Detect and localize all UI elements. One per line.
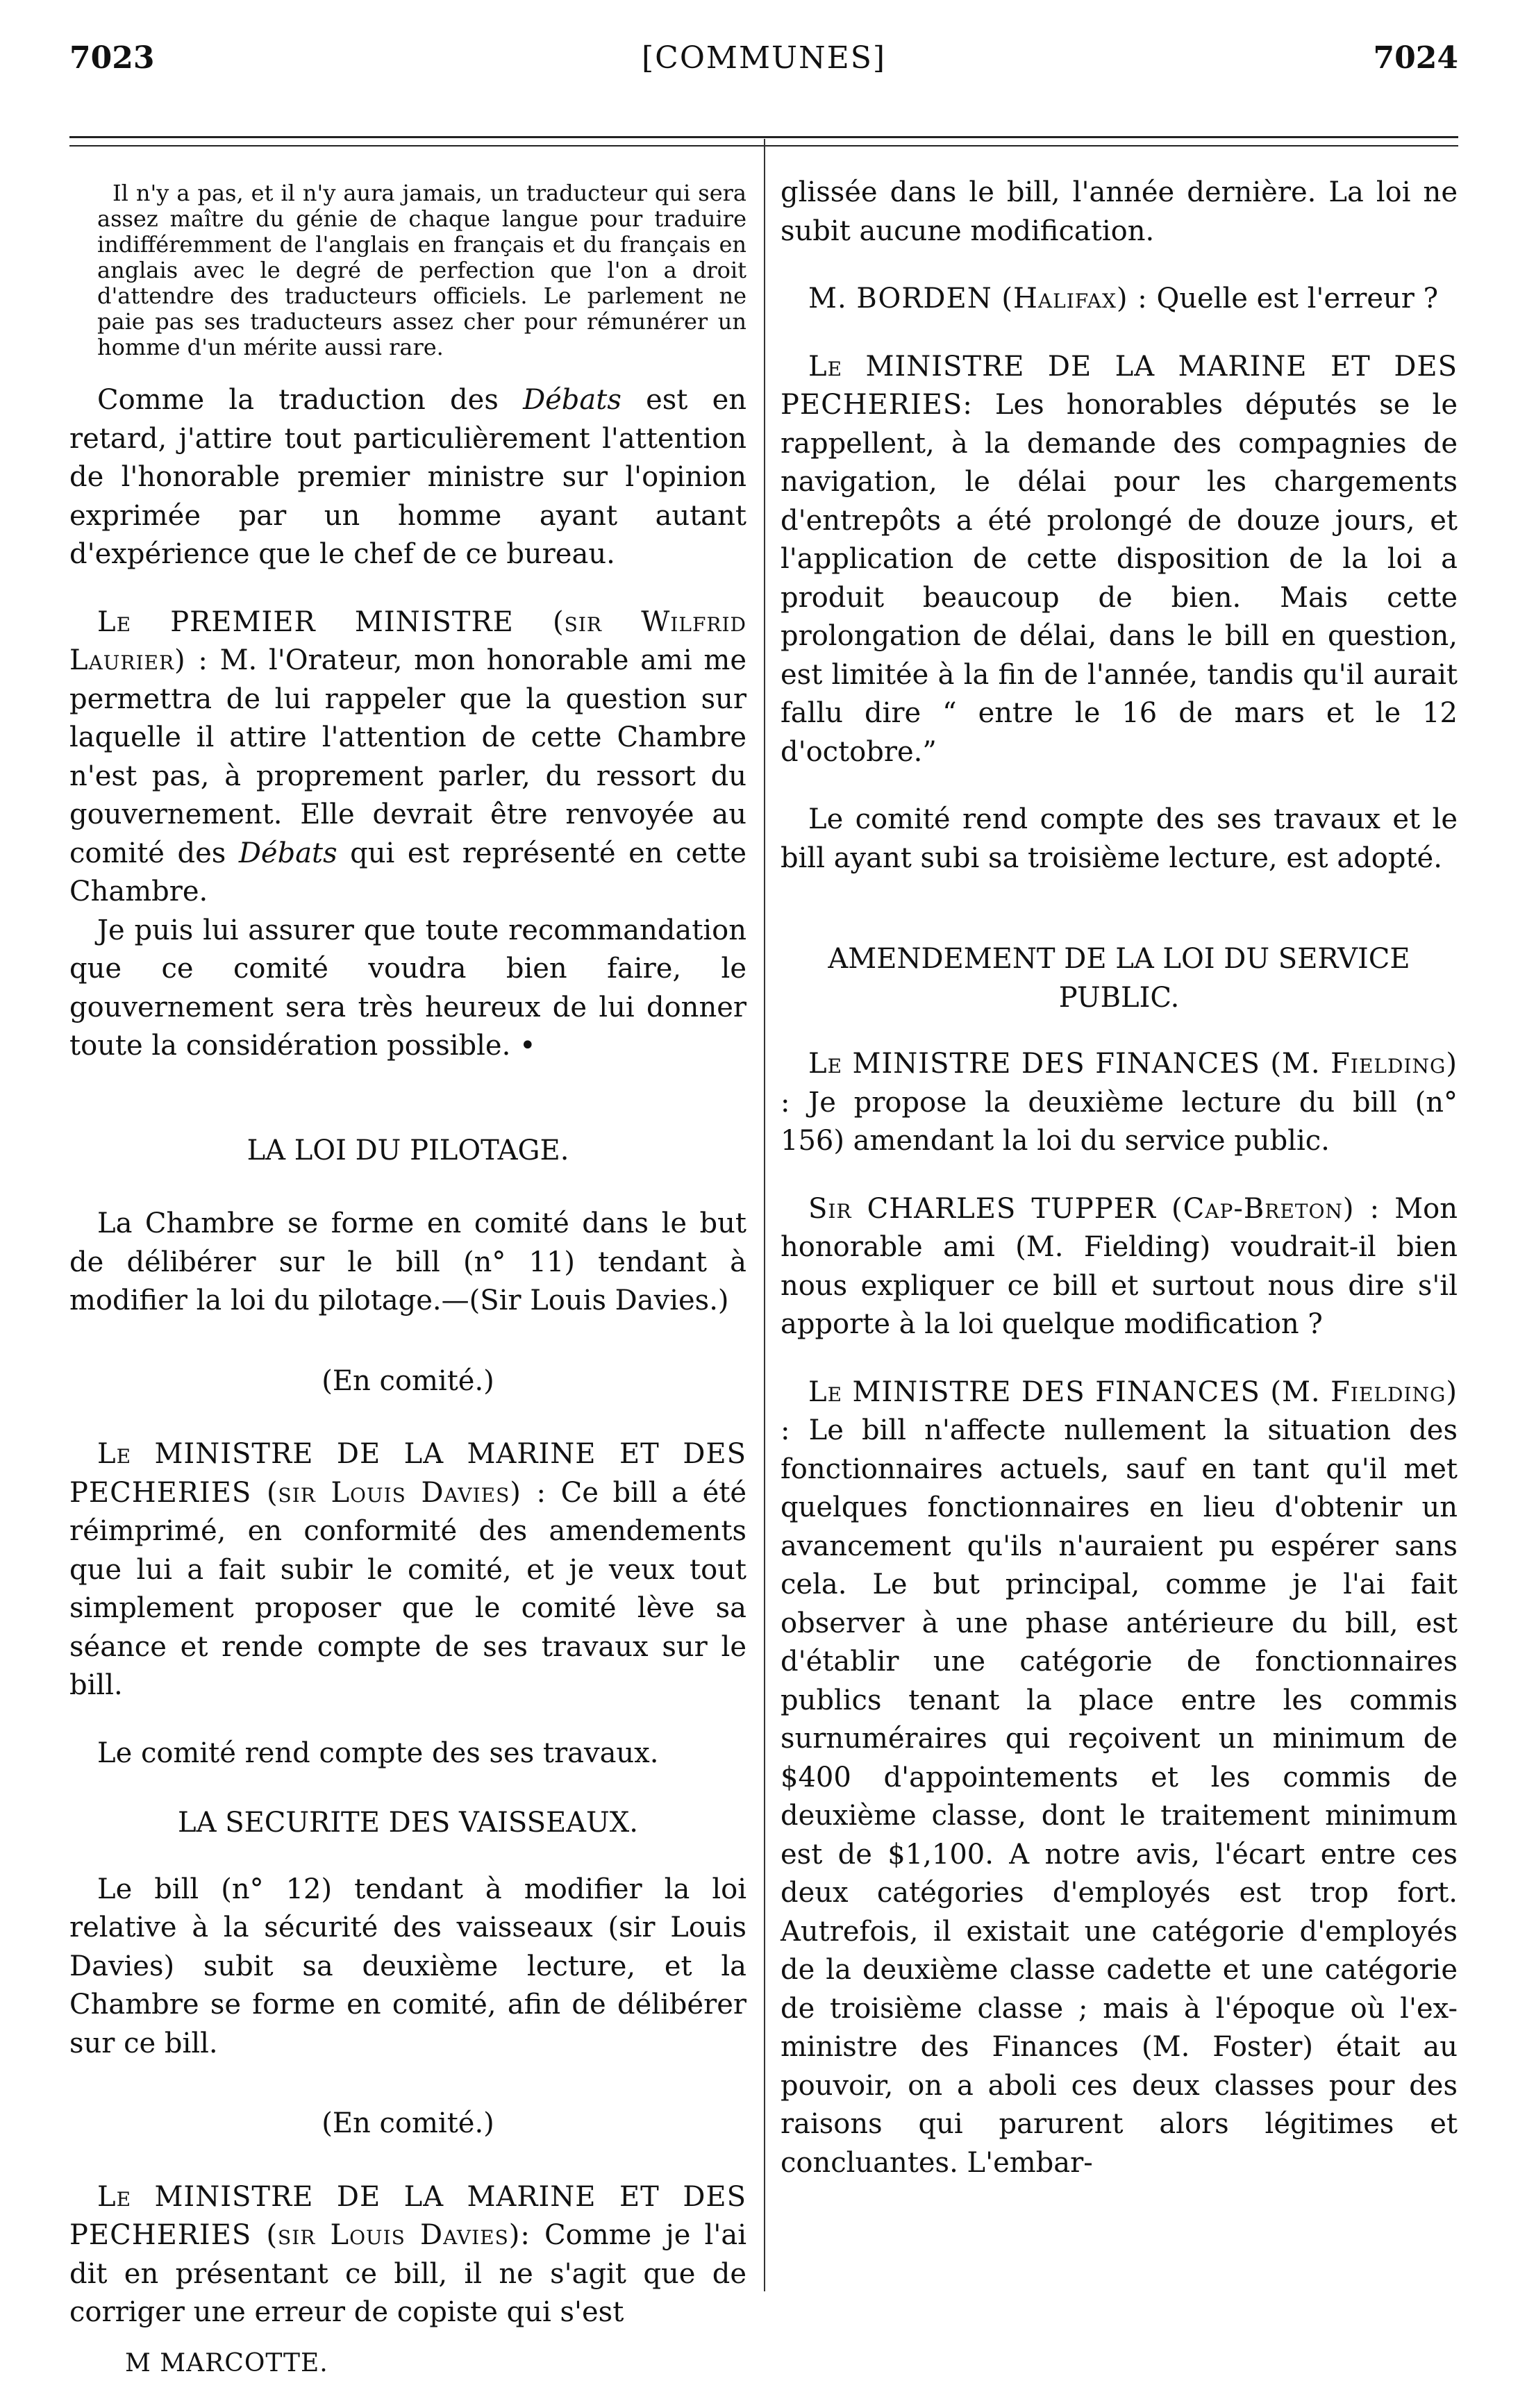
text-run: Mon honorable ami (M. Fielding) voudrait-il bien nous expliquer ce bill et surtout nous dire s'il apporte à la loi quelque modification ? — [781, 1192, 1458, 1340]
text-run: Comme la traduction des — [97, 384, 524, 416]
paragraph: Le comité rend compte des ses travaux et le bill ayant subi sa troisième lecture, est adopté. — [781, 803, 1458, 874]
paragraph — [69, 1435, 746, 1705]
speaker-name: Le MINISTRE DE LA MARINE ET DES PECHERIES: — [781, 350, 1458, 421]
text-run: Le bill n'affecte nullement la situation des fonctionnaires actuels, sauf en tant qu'il met quelques fonctionnaires en lieu d'obtenir un avancement qu'ils n'auraient pu espérer sans cela. Le but principal, comme je l'ai fait observer à une phase antérieure du bill, est d'établir une catégorie de fonctionnaires publics tenant la place entre les commis surnuméraires qui reçoivent un minimum de $400 d'appointements et les commis de deuxième classe, dont le traitement minimum est de $1,100. A notre avis, l'écart entre ces deux catégories d'employés est trop fort. Autrefois, il existait une catégorie d'employés de la deuxième classe cadette et une catégorie de troisième classe ; mais à l'époque où l'ex-ministre des Finances (M. Foster) était au pouvoir, on a aboli ces deux classes pour des raisons qui parurent alors légitimes et concluantes. L'embar- — [781, 1414, 1458, 2179]
text-run: M. l'Orateur, mon honorable ami me permettra de lui rappeler que la question sur laquelle il attire l'attention de cette Chambre n'est pas, à proprement parler, du ressort du gouvernement. Elle devrait être renvoyée au comité des — [69, 644, 747, 869]
paragraph — [781, 348, 1458, 772]
text-run: Quelle est l'erreur ? — [1147, 283, 1439, 315]
section-heading: LA SECURITE DES VAISSEAUX. — [178, 1807, 638, 1839]
paragraph — [781, 1190, 1458, 1344]
left-column — [69, 174, 746, 2377]
column-divider — [764, 139, 765, 2291]
paragraph — [69, 2178, 746, 2332]
speaker-name: Le MINISTRE DES FINANCES (M. Fielding) : — [781, 1048, 1458, 1119]
speaker-name: Le MINISTRE DE LA MARINE ET DES PECHERIES (sir Louis Davies): — [69, 2180, 746, 2251]
paragraph: Le comité rend compte des ses travaux. — [97, 1737, 659, 1769]
page-number-right: 7024 — [1373, 40, 1458, 76]
section-subheading: (En comité.) — [322, 2107, 494, 2139]
text-run: est en retard, j'attire tout particulièrement l'attention de l'honorable premier ministre sur l'opinion exprimée par un homme ayant autant d'expérience que le chef de ce bureau. — [69, 384, 747, 570]
paragraph — [781, 280, 1458, 319]
text-run: Ce bill a été réimprimé, en conformité des amendements que lui a fait subir le comité, et je veux tout simplement proposer que le comité lève sa séance et rende compte de ses travaux sur le bill. — [69, 1476, 746, 1701]
page-header — [69, 40, 1458, 89]
running-title: [COMMUNES] — [641, 40, 887, 76]
paragraph: Le bill (n° 12) tendant à modifier la loi relative à la sécurité des vaisseaux (sir Louis Davies) subit sa deuxième lecture, et la Chambre se forme en comité, afin de délibérer sur ce bill. — [69, 1873, 746, 2059]
speaker-name: Le PREMIER MINISTRE (sir Wilfrid Laurier) : — [69, 605, 746, 676]
speaker-name: Le MINISTRE DE LA MARINE ET DES PECHERIES (sir Louis Davies) : — [69, 1438, 746, 1509]
page-number-left: 7023 — [69, 40, 155, 76]
paragraph — [69, 603, 746, 912]
paragraph: glissée dans le bill, l'année dernière. La loi ne subit aucune modification. — [781, 176, 1458, 247]
section-heading: AMENDEMENT DE LA LOI DU SERVICE — [828, 943, 1410, 975]
paragraph — [69, 381, 746, 574]
section-heading-continued: PUBLIC. — [1058, 981, 1180, 1014]
paragraph — [781, 1373, 1458, 2183]
paragraph: La Chambre se forme en comité dans le but de délibérer sur le bill (n° 11) tendant à modifier la loi du pilotage.—(Sir Louis Davies.) — [69, 1207, 746, 1316]
quoted-passage: Il n'y a pas, et il n'y aura jamais, un traducteur qui sera assez maître du génie de chaque langue pour traduire indifféremment de l'anglais en français et du français en anglais avec le degré de perfection que l'on a droit d'attendre des traducteurs officiels. Le parlement ne paie pas ses traducteurs assez cher pour rémunérer un homme d'un mérite aussi rare. — [97, 180, 746, 360]
text-run: Comme je l'ai dit en présentant ce bill, il ne s'agit que de corriger une erreur de copiste qui s'est — [69, 2219, 746, 2328]
right-column — [781, 174, 1458, 2182]
section-heading: LA LOI DU PILOTAGE. — [247, 1134, 569, 1167]
text-run: qui est représenté en cette Chambre. — [69, 837, 747, 908]
text-run: Je propose la deuxième lecture du bill (n° 156) amendant la loi du service public. — [781, 1086, 1458, 1157]
footer-signature: M MARCOTTE. — [125, 2348, 328, 2377]
paragraph — [781, 1045, 1458, 1161]
italic-text: Débats — [523, 384, 621, 416]
speaker-name: Sir CHARLES TUPPER (Cap-Breton) : — [808, 1192, 1380, 1225]
section-subheading: (En comité.) — [322, 1364, 494, 1397]
text-run: Les honorables députés se le rappellent, à la demande des compagnies de navigation, le délai pour les chargements d'entrepôts a été prolongé de douze jours, et l'application de cette disposition de la loi a produit beaucoup de bien. Mais cette prolongation de délai, dans le bill en question, est limitée à la fin de l'année, tandis qu'il aurait fallu dire “ entre le 16 de mars et le 12 d'octobre.” — [781, 389, 1458, 768]
speaker-name: Le MINISTRE DES FINANCES (M. Fielding) : — [781, 1376, 1458, 1446]
italic-text: Débats — [238, 837, 337, 869]
speaker-name: M. BORDEN (Halifax) : — [808, 283, 1148, 315]
paragraph: Je puis lui assurer que toute recommandation que ce comité voudra bien faire, le gouvernement sera très heureux de lui donner toute la considération possible. • — [69, 914, 746, 1062]
